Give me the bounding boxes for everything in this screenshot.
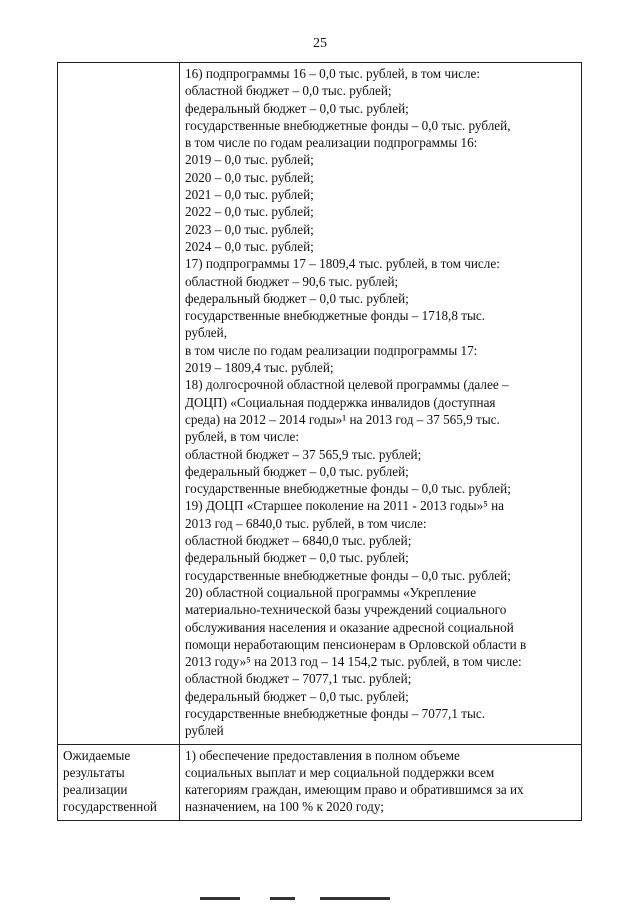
- text-line: Ожидаемые: [63, 747, 131, 763]
- text-line: 1) обеспечение предоставления в полном объеме: [185, 747, 460, 763]
- text-line: областной бюджет – 6840,0 тыс. рублей;: [185, 533, 412, 549]
- text-line: 2013 год – 6840,0 тыс. рублей, в том числе:: [185, 515, 427, 531]
- text-line: помощи неработающим пенсионерам в Орловской области в: [185, 636, 527, 652]
- text-line: 18) долгосрочной областной целевой программы (далее –: [185, 377, 509, 393]
- text-line: федеральный бюджет – 0,0 тыс. рублей;: [185, 463, 409, 479]
- text-line: назначением, на 100 % к 2020 году;: [185, 799, 384, 815]
- text-line: 17) подпрограммы 17 – 1809,4 тыс. рублей, в том числе:: [185, 256, 500, 272]
- row-label-cell: [58, 744, 180, 820]
- text-line: обслуживания населения и оказание адресной социальной: [185, 619, 514, 635]
- text-line: федеральный бюджет – 0,0 тыс. рублей;: [185, 688, 409, 704]
- text-line: федеральный бюджет – 0,0 тыс. рублей;: [185, 100, 409, 116]
- text-line: государственные внебюджетные фонды – 1718,8 тыс.: [185, 308, 485, 324]
- text-line: материально-технической базы учреждений социального: [185, 602, 507, 618]
- text-line: государственные внебюджетные фонды – 7077,1 тыс.: [185, 705, 485, 721]
- text-line: федеральный бюджет – 0,0 тыс. рублей;: [185, 550, 409, 566]
- scan-edge-marks: [180, 897, 440, 901]
- text-line: в том числе по годам реализации подпрограммы 17:: [185, 342, 478, 358]
- page-number: 25: [313, 36, 327, 51]
- expected-results-cell: [180, 744, 582, 820]
- text-line: 19) ДОЦП «Старшее поколение на 2011 - 2013 годы»⁵ на: [185, 498, 505, 514]
- text-line: в том числе по годам реализации подпрограммы 16:: [185, 135, 478, 151]
- program-passport-table: [57, 62, 582, 821]
- table-row: [58, 744, 582, 820]
- text-line: социальных выплат и мер социальной поддержки всем: [185, 764, 495, 780]
- text-line: 2019 – 0,0 тыс. рублей;: [185, 152, 314, 168]
- text-line: 2019 – 1809,4 тыс. рублей;: [185, 360, 334, 376]
- text-line: государственной: [63, 799, 157, 815]
- text-line: среда) на 2012 – 2014 годы»¹ на 2013 год – 37 565,9 тыс.: [185, 411, 500, 427]
- text-line: 2023 – 0,0 тыс. рублей;: [185, 221, 314, 237]
- text-line: областной бюджет – 37 565,9 тыс. рублей;: [185, 446, 422, 462]
- text-line: рублей: [185, 723, 224, 739]
- text-line: государственные внебюджетные фонды – 0,0 тыс. рублей,: [185, 117, 511, 133]
- text-line: 2020 – 0,0 тыс. рублей;: [185, 169, 314, 185]
- text-line: 2022 – 0,0 тыс. рублей;: [185, 204, 314, 220]
- text-line: 16) подпрограммы 16 – 0,0 тыс. рублей, в том числе:: [185, 66, 481, 81]
- text-line: ДОЦП) «Социальная поддержка инвалидов (доступная: [185, 394, 496, 410]
- text-line: рублей,: [185, 325, 228, 341]
- text-line: государственные внебюджетные фонды – 0,0 тыс. рублей;: [185, 481, 511, 497]
- financing-cell: [180, 63, 582, 745]
- text-line: областной бюджет – 7077,1 тыс. рублей;: [185, 671, 412, 687]
- text-line: 2021 – 0,0 тыс. рублей;: [185, 187, 314, 203]
- text-line: государственные внебюджетные фонды – 0,0 тыс. рублей;: [185, 567, 511, 583]
- text-line: областной бюджет – 0,0 тыс. рублей;: [185, 83, 392, 99]
- text-line: 2024 – 0,0 тыс. рублей;: [185, 238, 314, 254]
- text-line: результаты: [63, 764, 125, 780]
- text-line: категориям граждан, имеющим право и обратившимся за их: [185, 782, 524, 798]
- text-line: 20) областной социальной программы «Укрепление: [185, 584, 477, 600]
- text-line: реализации: [63, 782, 128, 798]
- table-row: [58, 63, 582, 745]
- text-line: федеральный бюджет – 0,0 тыс. рублей;: [185, 290, 409, 306]
- text-line: рублей, в том числе:: [185, 429, 300, 445]
- text-line: 2013 году»⁵ на 2013 год – 14 154,2 тыс. рублей, в том числе:: [185, 654, 522, 670]
- text-line: областной бюджет – 90,6 тыс. рублей;: [185, 273, 399, 289]
- row-label-cell: [58, 63, 180, 745]
